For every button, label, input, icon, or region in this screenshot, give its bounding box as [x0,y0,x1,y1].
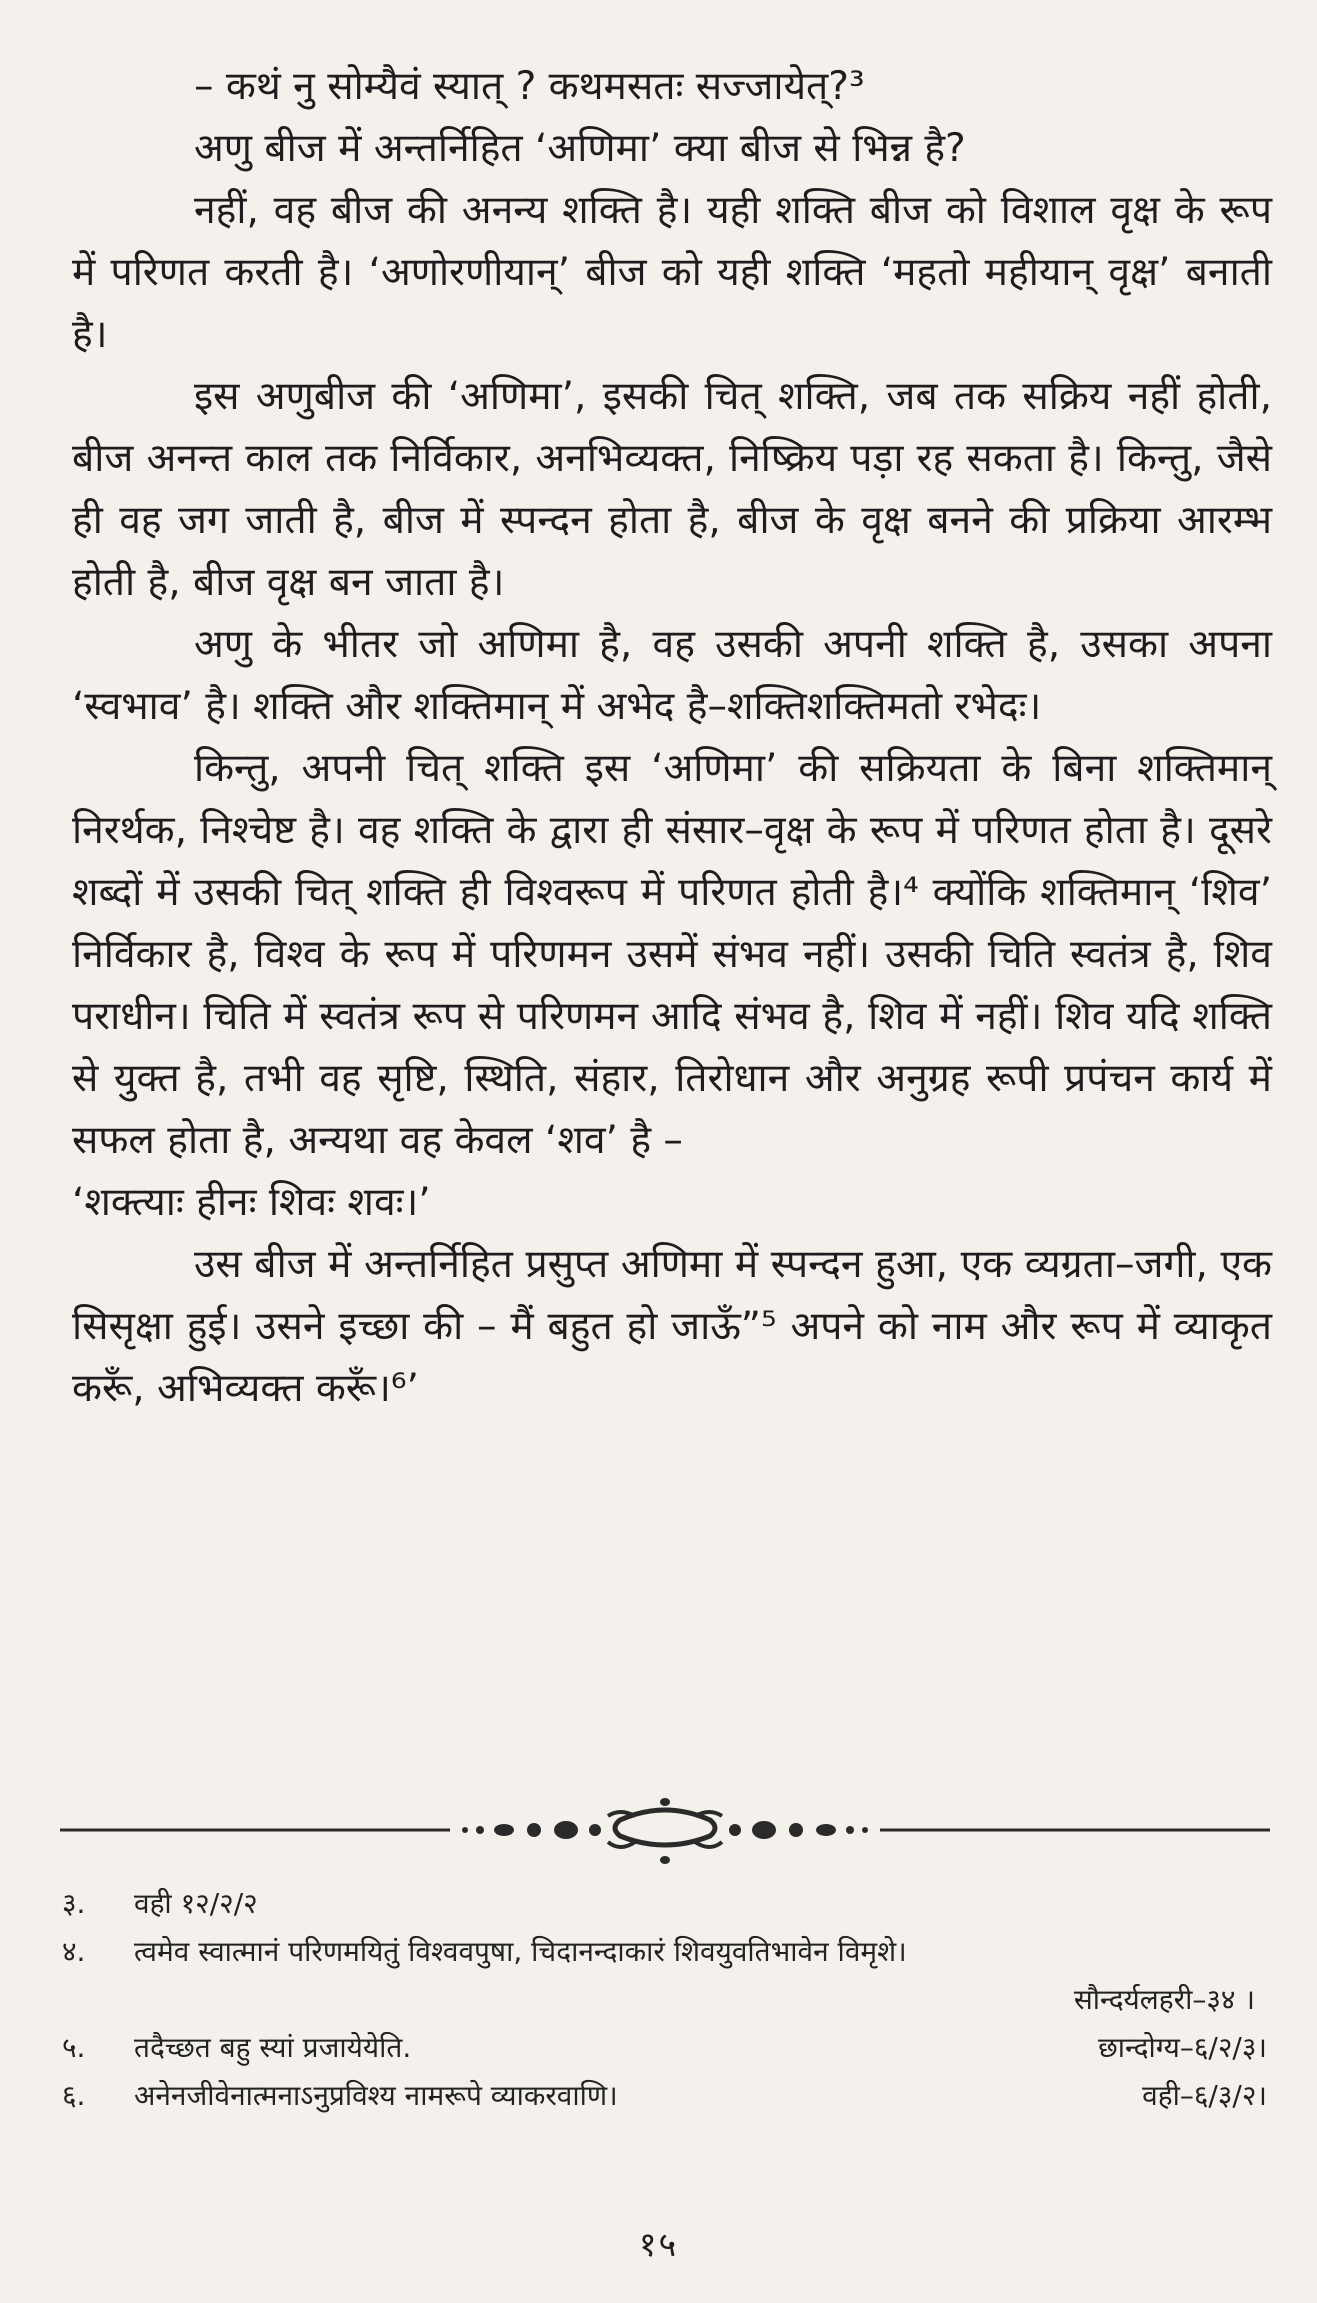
paragraph-5: अणु के भीतर जो अणिमा है, वह उसकी अपनी शक्ति है, उसका अपना ‘स्वभाव’ है। शक्ति और शक्तिमान् में अभेद है–शक्तिशक्तिमतो रभेदः। [72,622,1272,729]
footnote-source: छान्दोग्य–६/२/३। [1098,2031,1267,2064]
paragraph-2: अणु बीज में अन्तर्निहित ‘अणिमा’ क्या बीज से भिन्न है? [194,126,966,171]
footnote-text: त्वमेव स्वात्मानं परिणमयितुं विश्ववपुषा, चिदानन्दाकारं शिवयुवतिभावेन विमृशे। [134,1935,907,1968]
footnote-text: तदैच्छत बहु स्यां प्रजायेयेति. [134,2031,412,2064]
footnote-text: अनेनजीवेनात्मनाऽनुप्रविश्य नामरूपे व्याकरवाणि। [134,2079,618,2112]
footnote-source: वही–६/३/२। [1142,2079,1267,2112]
footnote-number: ५. [62,2031,86,2064]
page-number: १५ [638,2225,679,2265]
footnote-3 [62,1880,1267,1928]
footnote-text: वही १२/२/२ [134,1887,258,1920]
quote-line: ‘शक्त्याः हीनः शिवः शवः।’ [72,1180,431,1225]
footnote-number: ३. [62,1887,86,1920]
footnote-number: ६. [62,2079,86,2112]
body-text [72,56,1272,1420]
footnote-5 [62,2024,1267,2072]
footnote-6 [62,2072,1267,2120]
paragraph-8: उस बीज में अन्तर्निहित प्रसुप्त अणिमा में स्पन्दन हुआ, एक व्यग्रता–जगी, एक सिसृक्षा हुई। उसने इच्छा की – मैं बहुत हो जाऊँ”⁵ अपने को नाम और रूप में व्याकृत करूँ, अभिव्यक्त करूँ।⁶’ [72,1242,1272,1411]
paragraph-1: – कथं नु सोम्यैवं स्यात् ? कथमसतः सज्जायेत्?³ [194,64,865,109]
section-divider-ornament [60,1780,1270,1876]
footnotes [62,1880,1267,2120]
footnote-4 [62,1928,1267,1976]
paragraph-3: नहीं, वह बीज की अनन्य शक्ति है। यही शक्ति बीज को विशाल वृक्ष के रूप में परिणत करती है। ‘अणोरणीयान्’ बीज को यही शक्ति ‘महतो महीयान् वृक्ष’ बनाती है। [72,188,1272,357]
paragraph-6: किन्तु, अपनी चित् शक्ति इस ‘अणिमा’ की सक्रियता के बिना शक्तिमान् निरर्थक, निश्चेष्ट है। वह शक्ति के द्वारा ही संसार–वृक्ष के रूप में परिणत होता है। दूसरे शब्दों में उसकी चित् शक्ति ही विश्वरूप में परिणत होती है।⁴ क्योंकि शक्तिमान् ‘शिव’ निर्विकार है, विश्व के रूप में परिणमन उसमें संभव नहीं। उसकी चिति स्वतंत्र है, शिव पराधीन। चिति में स्वतंत्र रूप से परिणमन आदि संभव है, शिव में नहीं। शिव यदि शक्ति से युक्त है, तभी वह सृष्टि, स्थिति, संहार, तिरोधान और अनुग्रह रूपी प्रपंचन कार्य में सफल होता है, अन्यथा वह केवल ‘शव’ है – [72,746,1272,1163]
footnote-number: ४. [62,1935,86,1968]
paragraph-4: इस अणुबीज की ‘अणिमा’, इसकी चित् शक्ति, जब तक सक्रिय नहीं होती, बीज अनन्त काल तक निर्विकार, अनभिव्यक्त, निष्क्रिय पड़ा रह सकता है। किन्तु, जैसे ही वह जग जाती है, बीज में स्पन्दन होता है, बीज के वृक्ष बनने की प्रक्रिया आरम्भ होती है, बीज वृक्ष बन जाता है। [72,374,1272,605]
footnote-source: सौन्दर्यलहरी–३४ । [1073,1983,1255,2016]
